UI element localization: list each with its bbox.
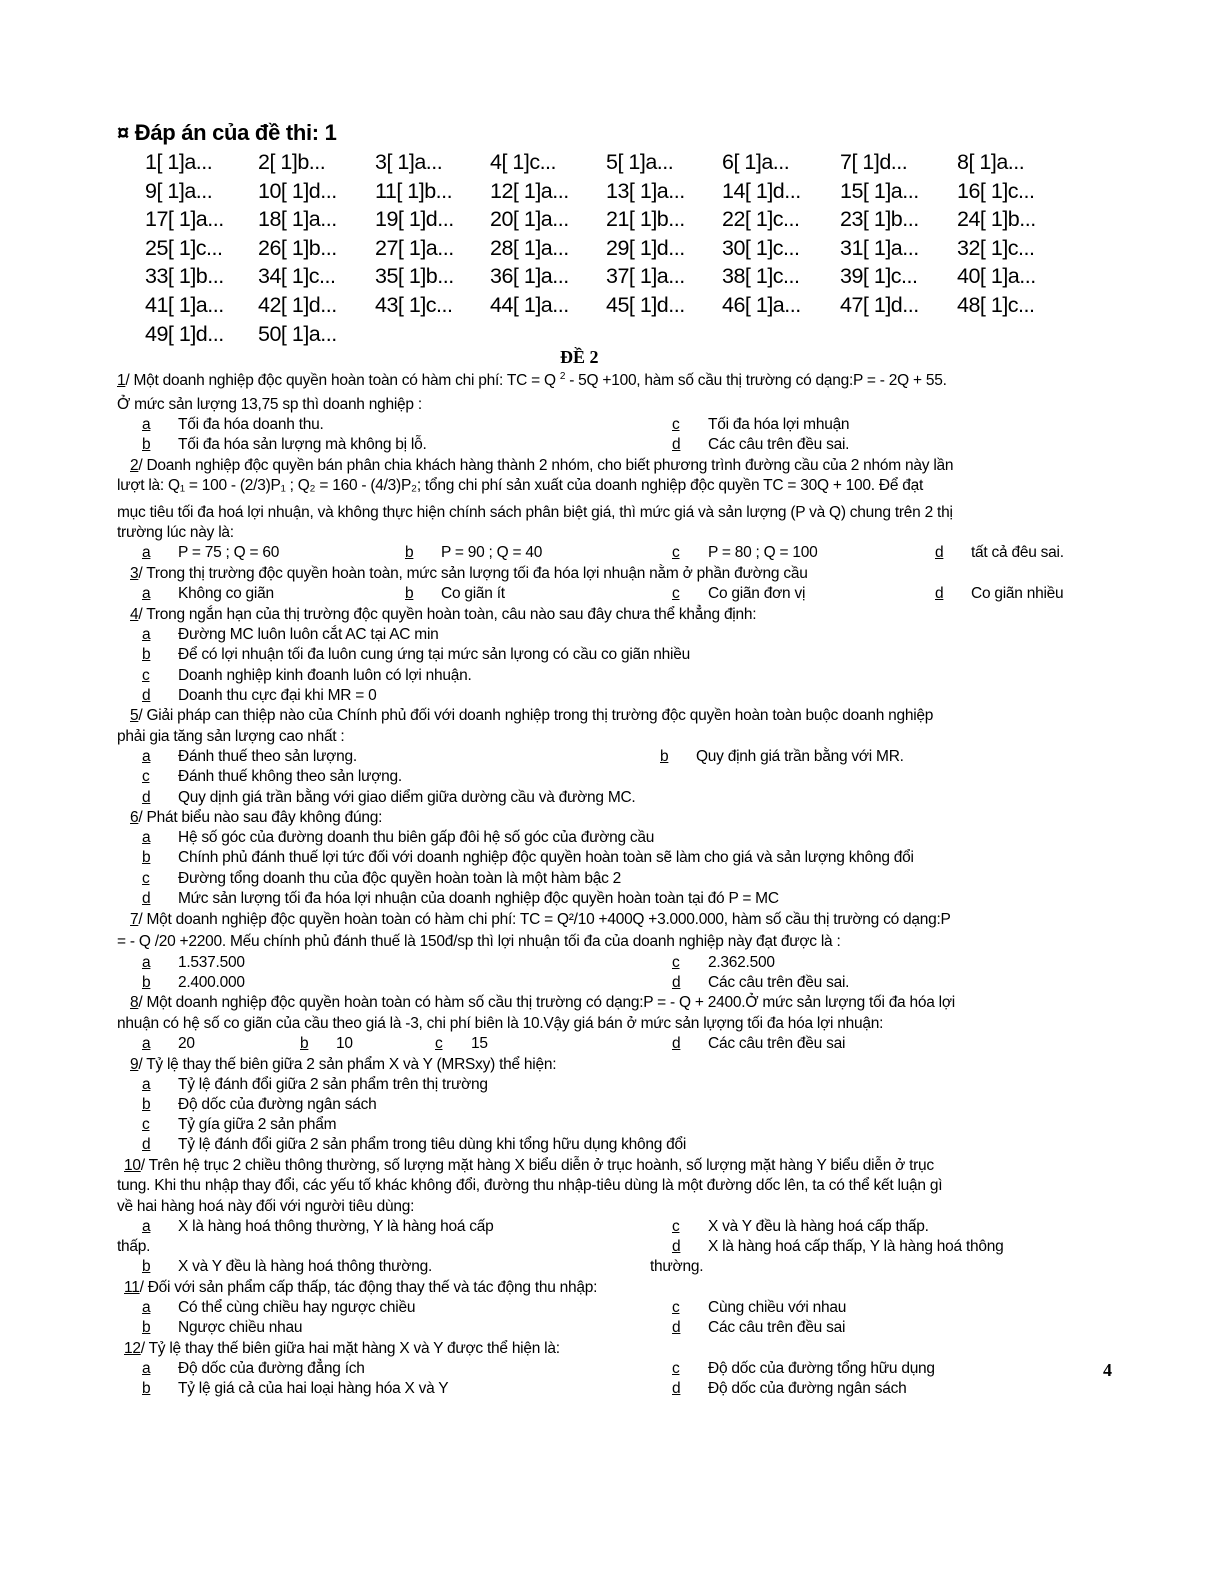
- answer-key-item: 50[ 1]a...: [258, 322, 337, 346]
- option-letter: a: [142, 829, 151, 846]
- answer-key-item: 31[ 1]a...: [840, 236, 919, 260]
- option-letter: d: [672, 1035, 681, 1052]
- option-text: Hệ số góc của đường doanh thu biên gấp đôi hệ số góc của đường cầu: [178, 829, 655, 846]
- question-number: 1: [117, 372, 126, 389]
- option-text: P = 80 ; Q = 100: [708, 544, 818, 561]
- answer-option: [142, 1258, 432, 1276]
- question-text: - 5Q +100, hàm số cầu thị trường có dạng:P = - 2Q + 55.: [565, 372, 947, 389]
- answer-option: [142, 829, 654, 847]
- answer-key-item: 40[ 1]a...: [957, 264, 1036, 288]
- answer-option: [672, 974, 849, 992]
- answer-option: [672, 954, 775, 972]
- question-stem-line: [130, 707, 933, 725]
- answer-option: [142, 1218, 494, 1236]
- answer-option: [142, 1116, 336, 1134]
- answer-option: [142, 626, 439, 644]
- option-letter: c: [672, 585, 680, 602]
- answer-option: [672, 544, 817, 562]
- option-letter: a: [142, 748, 151, 765]
- answer-key-item: 18[ 1]a...: [258, 207, 337, 231]
- question-stem-line: [130, 606, 756, 624]
- option-text: 1.537.500: [178, 954, 245, 971]
- answer-option: [300, 1035, 353, 1053]
- question-stem-line: [130, 565, 808, 583]
- question-stem-line: [130, 1056, 556, 1074]
- option-letter: c: [142, 667, 150, 684]
- answer-key-item: 17[ 1]a...: [145, 207, 224, 231]
- answer-option: [672, 1360, 935, 1378]
- option-letter: c: [142, 768, 150, 785]
- answer-key-item: 3[ 1]a...: [375, 150, 443, 174]
- answer-option: [672, 416, 849, 434]
- question-stem-line: [117, 477, 923, 495]
- question-text: / Tỷ lệ thay thế biên giữa 2 sản phẩm X và Y (MRSxy) thể hiện:: [138, 1056, 557, 1073]
- option-letter: b: [142, 1319, 151, 1336]
- answer-option: [142, 416, 324, 434]
- question-stem-line: [124, 1157, 934, 1175]
- option-text-continued: [650, 1258, 703, 1276]
- option-text-continued: [117, 1238, 150, 1256]
- answer-key-item: 5[ 1]a...: [606, 150, 674, 174]
- option-text: Các câu trên đều sai.: [708, 436, 850, 453]
- answer-key-item: 30[ 1]c...: [722, 236, 800, 260]
- answer-key-item: 34[ 1]c...: [258, 264, 336, 288]
- question-number: 4: [130, 606, 139, 623]
- option-text: X là hàng hoá cấp thấp, Y là hàng hoá thông: [708, 1238, 1004, 1255]
- option-letter: d: [672, 1238, 681, 1255]
- answer-key-item: 10[ 1]d...: [258, 179, 337, 203]
- answer-key-item: 38[ 1]c...: [722, 264, 800, 288]
- answer-key-item: 1[ 1]a...: [145, 150, 213, 174]
- answer-key-item: 19[ 1]d...: [375, 207, 454, 231]
- answer-option: [672, 585, 805, 603]
- option-text: X là hàng hoá thông thường, Y là hàng hoá cấp: [178, 1218, 494, 1235]
- question-stem-line: [130, 809, 382, 827]
- answer-key-item: 22[ 1]c...: [722, 207, 800, 231]
- answer-option: [142, 436, 427, 454]
- answer-key-item: 28[ 1]a...: [490, 236, 569, 260]
- question-text: phải gia tăng sản lượng cao nhất :: [117, 728, 345, 745]
- answer-option: [142, 789, 635, 807]
- answer-key-item: 42[ 1]d...: [258, 293, 337, 317]
- option-text: Tối đa hóa sản lượng mà không bị lỗ.: [178, 436, 427, 453]
- option-text: Độ dốc của đường ngân sách: [178, 1096, 377, 1113]
- option-text: Tối đa hóa lợi mhuận: [708, 416, 850, 433]
- option-text: 10: [336, 1035, 353, 1052]
- option-text: Đánh thuế không theo sản lượng.: [178, 768, 402, 785]
- answer-key-item: 43[ 1]c...: [375, 293, 453, 317]
- answer-key-item: 33[ 1]b...: [145, 264, 224, 288]
- question-text: / Trong ngắn hạn của thị trường độc quyền hoàn toàn, câu nào sau đây chưa thể khẳng định:: [138, 606, 757, 623]
- option-text: Chính phủ đánh thuế lợi tức đối với doanh nghiệp độc quyền hoàn toàn sẽ làm cho giá và sản lượng không đổi: [178, 849, 914, 866]
- answer-option: [935, 544, 1064, 562]
- option-letter: d: [935, 544, 944, 561]
- answer-key-item: 32[ 1]c...: [957, 236, 1035, 260]
- option-text: Độ dốc của đường ngân sách: [708, 1380, 907, 1397]
- option-letter: d: [672, 436, 681, 453]
- option-text: Tỷ lệ đánh đổi giữa 2 sản phẩm trên thị trường: [178, 1076, 488, 1093]
- option-letter: a: [142, 1035, 151, 1052]
- option-letter: c: [142, 870, 150, 887]
- question-stem-line: [117, 504, 953, 522]
- option-letter: a: [142, 1218, 151, 1235]
- option-letter: a: [142, 1299, 151, 1316]
- answer-option: [405, 544, 542, 562]
- answer-key-item: 16[ 1]c...: [957, 179, 1035, 203]
- option-letter: d: [935, 585, 944, 602]
- option-letter: b: [142, 436, 151, 453]
- answer-key-item: 47[ 1]d...: [840, 293, 919, 317]
- answer-option: [142, 768, 402, 786]
- answer-option: [672, 1380, 906, 1398]
- answer-key-item: 44[ 1]a...: [490, 293, 569, 317]
- answer-option: [142, 1319, 302, 1337]
- question-number: 11: [124, 1279, 140, 1296]
- option-text: 20: [178, 1035, 195, 1052]
- page-number: 4: [1103, 1360, 1112, 1380]
- question-text: / Trên hệ trục 2 chiều thông thường, số lượng mặt hàng X biểu diễn ở trục hoành, số lượng mặt hàng Y biểu diễn ở trục: [140, 1157, 934, 1174]
- answer-option: [672, 1319, 845, 1337]
- question-text: / Một doanh nghiệp độc quyền hoàn toàn có hàm chi phí: TC = Q: [125, 372, 560, 389]
- option-text: P = 90 ; Q = 40: [441, 544, 543, 561]
- answer-key-item: 29[ 1]d...: [606, 236, 685, 260]
- answer-key-item: 27[ 1]a...: [375, 236, 454, 260]
- answer-key-item: 24[ 1]b...: [957, 207, 1036, 231]
- answer-key-item: 37[ 1]a...: [606, 264, 685, 288]
- answer-key-item: 15[ 1]a...: [840, 179, 919, 203]
- question-stem-line: [117, 1015, 883, 1033]
- option-text: Doanh nghiệp kinh đoanh luôn có lợi nhuận.: [178, 667, 472, 684]
- option-text: 2.362.500: [708, 954, 775, 971]
- answer-option: [142, 585, 274, 603]
- question-stem-line: [130, 457, 953, 475]
- answer-option: [435, 1035, 488, 1053]
- option-letter: b: [405, 585, 414, 602]
- option-letter: b: [300, 1035, 309, 1052]
- question-text: / Một doanh nghiệp độc quyền hoàn toàn có hàm chi phí: TC = Q²/10 +400Q +3.000.000, hàm số cầu thị trường có dạng:P: [138, 911, 951, 928]
- option-letter: b: [142, 646, 151, 663]
- option-letter: c: [672, 954, 680, 971]
- question-stem-line: [117, 933, 841, 951]
- answer-option: [142, 954, 245, 972]
- answer-option: [142, 870, 621, 888]
- answer-key-item: 14[ 1]d...: [722, 179, 801, 203]
- option-text: Để có lợi nhuận tối đa luôn cung ứng tại mức sản lựong có cầu co giãn nhiều: [178, 646, 690, 663]
- answer-key-item: 8[ 1]a...: [957, 150, 1025, 174]
- option-text: Các câu trên đều sai: [708, 1035, 846, 1052]
- answer-key-item: 25[ 1]c...: [145, 236, 223, 260]
- answer-key-item: 26[ 1]b...: [258, 236, 337, 260]
- option-letter: c: [435, 1035, 443, 1052]
- question-text: / Đối với sản phẩm cấp thấp, tác động thay thế và tác động thu nhập:: [139, 1279, 598, 1296]
- answer-option: [142, 748, 357, 766]
- option-text: Độ dốc của đường tổng hữu dụng: [708, 1360, 935, 1377]
- option-text: tất cả đêu sai.: [971, 544, 1064, 561]
- answer-key-item: 23[ 1]b...: [840, 207, 919, 231]
- option-text: Tỷ gía giữa 2 sản phẩm: [178, 1116, 337, 1133]
- answer-key-title: ¤ Đáp án của đề thi: 1: [117, 120, 337, 145]
- answer-key-item: 48[ 1]c...: [957, 293, 1035, 317]
- answer-key-item: 4[ 1]c...: [490, 150, 557, 174]
- answer-key-item: 49[ 1]d...: [145, 322, 224, 346]
- answer-option: [142, 667, 472, 685]
- answer-option: [142, 974, 245, 992]
- answer-key-item: 35[ 1]b...: [375, 264, 454, 288]
- question-text: / Phát biểu nào sau đây không đúng:: [138, 809, 383, 826]
- answer-option: [672, 1299, 846, 1317]
- answer-option: [672, 1238, 1004, 1256]
- question-stem-line: [117, 728, 344, 746]
- answer-option: [405, 585, 505, 603]
- option-letter: a: [142, 544, 151, 561]
- answer-key-item: 6[ 1]a...: [722, 150, 790, 174]
- question-text: = - Q /20 +2200. Mếu chính phủ đánh thuế là 150đ/sp thì lợi nhuận tối đa của doanh nghiệp này đạt được là :: [117, 933, 841, 950]
- option-text: Quy định giá trần bằng với MR.: [696, 748, 904, 765]
- question-number: 3: [130, 565, 139, 582]
- option-letter: d: [142, 789, 151, 806]
- option-letter: b: [142, 1096, 151, 1113]
- option-text: Cùng chiều với nhau: [708, 1299, 847, 1316]
- question-text: Ở mức sản lượng 13,75 sp thì doanh nghiệp :: [117, 396, 422, 413]
- option-text: Mức sản lượng tối đa hóa lợi nhuận của doanh nghiệp độc quyền hoàn toàn tại đó P = MC: [178, 890, 779, 907]
- question-stem-line: [124, 1340, 560, 1358]
- option-text: Các câu trên đều sai: [708, 1319, 846, 1336]
- option-text: Tối đa hóa doanh thu.: [178, 416, 324, 433]
- question-text: / Trong thị trường độc quyền hoàn toàn, mức sản lượng tối đa hóa lợi nhuận nằm ở phần đường cầu: [138, 565, 808, 582]
- answer-key-item: 9[ 1]a...: [145, 179, 213, 203]
- question-text: nhuận có hệ số co giãn của cầu theo giá là -3, chi phí biên là 10.Vậy giá bán ở mức sản lựợng tối đa hóa lợi nhuận:: [117, 1015, 884, 1032]
- option-letter: d: [142, 1136, 151, 1153]
- answer-key-item: 45[ 1]d...: [606, 293, 685, 317]
- question-stem-line: [124, 1279, 597, 1297]
- answer-option: [935, 585, 1063, 603]
- question-number: 2: [130, 457, 139, 474]
- option-text: X và Y đều là hàng hoá thông thường.: [178, 1258, 433, 1275]
- option-text: thường.: [650, 1258, 704, 1275]
- option-text: Ngược chiều nhau: [178, 1319, 303, 1336]
- answer-option: [660, 748, 904, 766]
- answer-option: [672, 1218, 929, 1236]
- option-letter: c: [672, 1218, 680, 1235]
- option-letter: b: [142, 849, 151, 866]
- answer-option: [142, 1299, 415, 1317]
- question-number: 12: [124, 1340, 141, 1357]
- option-letter: c: [672, 544, 680, 561]
- question-text: / Một doanh nghiệp độc quyền hoàn toàn có hàm số cầu thị trường có dạng:P = - Q + 2400.Ở mức sản lượng tối đa hóa lợi: [138, 994, 955, 1011]
- answer-option: [142, 1076, 488, 1094]
- question-stem-line: [117, 372, 947, 390]
- option-letter: b: [142, 974, 151, 991]
- option-text: Các câu trên đều sai.: [708, 974, 850, 991]
- option-text: Độ dốc của đường đẳng ích: [178, 1360, 365, 1377]
- option-letter: d: [672, 1380, 681, 1397]
- option-letter: c: [672, 1360, 680, 1377]
- option-letter: a: [142, 585, 151, 602]
- option-letter: a: [142, 416, 151, 433]
- option-text: P = 75 ; Q = 60: [178, 544, 280, 561]
- option-letter: d: [142, 890, 151, 907]
- answer-key-item: 2[ 1]b...: [258, 150, 326, 174]
- option-text: Quy dịnh giá trần bằng với giao diểm giữa dường cầu và đường MC.: [178, 789, 636, 806]
- option-text: Tỷ lệ đánh đổi giữa 2 sản phẩm trong tiêu dùng khi tổng hữu dụng không đổi: [178, 1136, 687, 1153]
- question-text: về hai hàng hoá này đối với người tiêu dùng:: [117, 1198, 415, 1215]
- option-letter: a: [142, 954, 151, 971]
- answer-option: [142, 1380, 448, 1398]
- option-text: Doanh thu cực đại khi MR = 0: [178, 687, 377, 704]
- option-text: 2.400.000: [178, 974, 245, 991]
- superscript: 2: [559, 371, 566, 382]
- answer-option: [142, 1035, 195, 1053]
- answer-option: [142, 687, 377, 705]
- question-text: / Giải pháp can thiệp nào của Chính phủ đối với doanh nghiệp trong thị trường độc quyền hoàn toàn buộc doanh nghiệp: [138, 707, 934, 724]
- option-text: Có thể cùng chiều hay ngược chiều: [178, 1299, 416, 1316]
- answer-key-item: 13[ 1]a...: [606, 179, 685, 203]
- answer-option: [142, 1136, 686, 1154]
- question-number: 5: [130, 707, 139, 724]
- question-text: mục tiêu tối đa hoá lợi nhuận, và không thực hiện chính sách phân biệt giá, thì mức giá và sản lượng (P và Q) chung trên 2 thị: [117, 504, 953, 521]
- answer-option: [672, 436, 849, 454]
- answer-key-item: 21[ 1]b...: [606, 207, 685, 231]
- option-letter: a: [142, 1360, 151, 1377]
- option-letter: b: [142, 1258, 151, 1275]
- question-text: tung. Khi thu nhập thay đổi, các yếu tố khác không đổi, đường thu nhập-tiêu dùng là một đường dốc lên, ta có thể kết luận gì: [117, 1177, 943, 1194]
- question-number: 9: [130, 1056, 139, 1073]
- option-letter: c: [672, 1299, 680, 1316]
- question-number: 8: [130, 994, 139, 1011]
- answer-option: [672, 1035, 845, 1053]
- option-text: Co giãn đơn vị: [708, 585, 806, 602]
- option-letter: d: [142, 687, 151, 704]
- answer-key-item: 41[ 1]a...: [145, 293, 224, 317]
- option-text: Không co giãn: [178, 585, 274, 602]
- option-letter: d: [672, 974, 681, 991]
- answer-option: [142, 890, 779, 908]
- answer-key-item: 11[ 1]b...: [375, 179, 453, 203]
- question-stem-line: [130, 994, 955, 1012]
- answer-key-item: 36[ 1]a...: [490, 264, 569, 288]
- question-text: / Tỷ lệ thay thế biên giữa hai mặt hàng X và Y được thể hiện là:: [140, 1340, 560, 1357]
- option-text: Đường MC luôn luôn cắt AC tại AC min: [178, 626, 439, 643]
- option-letter: c: [142, 1116, 150, 1133]
- answer-key-item: 20[ 1]a...: [490, 207, 569, 231]
- option-letter: c: [672, 416, 680, 433]
- question-text: lượt là: Q₁ = 100 - (2/3)P₁ ; Q₂ = 160 - (4/3)P₂; tổng chi phí sản xuất của doanh nghiệp độc quyền TC = 30Q + 100. Để đạt: [117, 477, 924, 494]
- option-text: Co giãn ít: [441, 585, 505, 602]
- option-letter: d: [672, 1319, 681, 1336]
- question-number: 7: [130, 911, 139, 928]
- answer-option: [142, 544, 279, 562]
- option-letter: b: [660, 748, 669, 765]
- question-stem-line: [117, 1177, 942, 1195]
- question-text: / Doanh nghiệp độc quyền bán phân chia khách hàng thành 2 nhóm, cho biết phương trình đường cầu của 2 nhóm này lần: [138, 457, 954, 474]
- option-letter: b: [405, 544, 414, 561]
- option-letter: a: [142, 626, 151, 643]
- answer-key-item: 12[ 1]a...: [490, 179, 569, 203]
- question-stem-line: [130, 911, 951, 929]
- answer-key-item: 7[ 1]d...: [840, 150, 908, 174]
- answer-option: [142, 849, 914, 867]
- option-text: 15: [471, 1035, 488, 1052]
- answer-option: [142, 646, 690, 664]
- question-number: 10: [124, 1157, 141, 1174]
- section-title: ĐỀ 2: [560, 347, 599, 367]
- option-text: Đường tổng doanh thu của độc quyền hoàn toàn là một hàm bậc 2: [178, 870, 622, 887]
- option-letter: a: [142, 1076, 151, 1093]
- option-text: thấp.: [117, 1238, 151, 1255]
- answer-option: [142, 1360, 365, 1378]
- answer-option: [142, 1096, 376, 1114]
- option-text: X và Y đều là hàng hoá cấp thấp.: [708, 1218, 929, 1235]
- option-text: Co giãn nhiều: [971, 585, 1064, 602]
- option-text: Tỷ lệ giá cả của hai loại hàng hóa X và Y: [178, 1380, 449, 1397]
- answer-key-item: 46[ 1]a...: [722, 293, 801, 317]
- question-stem-line: [117, 396, 422, 414]
- question-text: trường lúc này là:: [117, 524, 234, 541]
- answer-key-item: 39[ 1]c...: [840, 264, 918, 288]
- option-letter: b: [142, 1380, 151, 1397]
- question-number: 6: [130, 809, 139, 826]
- option-text: Đánh thuế theo sản lượng.: [178, 748, 357, 765]
- question-stem-line: [117, 1198, 414, 1216]
- question-stem-line: [117, 524, 234, 542]
